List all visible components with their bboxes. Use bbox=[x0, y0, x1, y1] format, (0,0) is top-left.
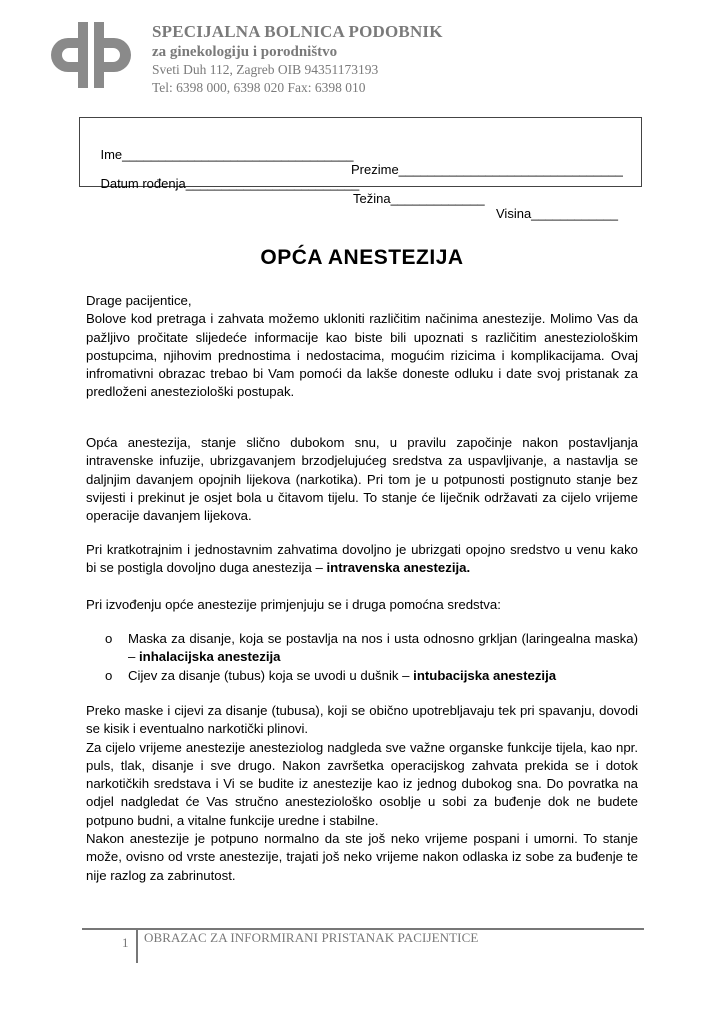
bullet-icon: o bbox=[105, 631, 113, 646]
general-anesthesia-section bbox=[86, 434, 638, 525]
hospital-header bbox=[152, 22, 443, 97]
list-item-text: Cijev za disanje (tubus) koja se uvodi u dušnik – bbox=[128, 667, 414, 683]
intro-paragraph: Bolove kod pretraga i zahvata možemo ukloniti različitim načinima anestezije. Molimo Vas da pažljivo pročitate slijedeće informacije kao biste bili upoznati s različitim anesteziološkim postupcima, njihovim prednostima i nedostacima, mogućim rizicima i komplikacijama. Ovaj infromativni obrazac trebao bi Vam pomoći da lakše doneste odluku i date svoj pristanak za predloženi anesteziološki postupak. bbox=[86, 311, 638, 400]
final-paragraph-after: Nakon anestezije je potpuno normalno da ste još neko vrijeme pospani i umorni. To stanje može, ovisno od vrste anestezije, trajati još neko vrijeme nakon odlaska iz sobe za buđenje te nije razlog za zabrinutost. bbox=[86, 831, 638, 883]
hospital-phone: Tel: 6398 000, 6398 020 Fax: 6398 010 bbox=[152, 80, 366, 95]
final-paragraph-monitoring: Za cijelo vrijeme anestezije anesteziolog nadgleda sve važne organske funkcije tijela, kao npr. puls, tlak, disanje i sve drugo. Nakon završetka operacijskog zahvata prekida se i dotok narkotičkih sredstava i Vi se budite iz anestezije kao iz jednog dubokog sna. Do povratka na odjel nadgledat će Vas stručno anesteziološko osoblje u sobi za buđenje dok ne budete potpuno budni, a vitalne funkcije uredne i stabilne. bbox=[86, 739, 638, 828]
aids-list bbox=[86, 630, 638, 685]
intubation-anesthesia-term: intubacijska anestezija bbox=[413, 667, 557, 683]
inhalation-anesthesia-term: inhalacijska anestezija bbox=[139, 649, 281, 665]
last-name-field[interactable]: Prezime_______________________________ bbox=[351, 162, 623, 177]
final-section bbox=[86, 702, 638, 885]
footer-title: OBRAZAC ZA INFORMIRANI PRISTANAK PACIJENTICE bbox=[144, 930, 479, 945]
document-title: OPĆA ANESTEZIJA bbox=[260, 246, 464, 269]
height-field[interactable]: Visina____________ bbox=[496, 206, 618, 221]
intro-section bbox=[86, 292, 638, 402]
bullet-icon: o bbox=[105, 667, 113, 683]
birth-date-field[interactable]: Datum rođenja________________________ bbox=[100, 176, 360, 191]
list-item-text: Maska za disanje, koja se postavlja na nos i usta odnosno grkljan (laringealna maska) – bbox=[128, 631, 638, 665]
list-item bbox=[86, 630, 638, 667]
final-paragraph-masks: Preko maske i cijevi za disanje (tubusa), koji se obično upotrebljavaju tek pri spavanju, dovodi se kisik i eventualno narkotički plinovi. bbox=[86, 703, 638, 737]
greeting: Drage pacijentice, bbox=[86, 293, 192, 308]
first-name-field[interactable]: Ime________________________________ bbox=[100, 147, 354, 162]
hospital-name: SPECIJALNA BOLNICA PODOBNIK bbox=[152, 22, 443, 41]
weight-field[interactable]: Težina_____________ bbox=[353, 191, 485, 206]
aids-paragraph: Pri izvođenju opće anestezije primjenjuju se i druga pomoćna sredstva: bbox=[86, 597, 501, 612]
short-procedures-text: Pri kratkotrajnim i jednostavnim zahvatima dovoljno je ubrizgati opojno sredstvo u venu kako bi se postigla dovoljno duga anestezija – bbox=[86, 542, 638, 576]
footer-vertical-divider bbox=[136, 929, 138, 963]
aids-section bbox=[86, 596, 638, 614]
hospital-address: Sveti Duh 112, Zagreb OIB 94351173193 bbox=[152, 62, 379, 77]
short-procedures-paragraph bbox=[86, 541, 638, 578]
hospital-subtitle: za ginekologiju i porodništvo bbox=[152, 44, 338, 60]
hospital-logo-icon bbox=[50, 22, 132, 88]
general-anesthesia-paragraph: Opća anestezija, stanje slično dubokom snu, u pravilu započinje nakon postavljanja intravenske infuzije, ubrizgavanjem brzodjelujućeg sredstva za uspavljivanje, a nastavlja se daljnjim davanjem opojnih lijekova (narkotika). Pri tom je u potpunosti postignuto stanje bez svijesti i prekinut je osjet bola u čitavom tijelu. To stanje će liječnik održavati za cijelo vrijeme operacije davanjem lijekova. bbox=[86, 435, 638, 524]
short-procedures-section bbox=[86, 541, 638, 578]
page-number: 1 bbox=[122, 935, 129, 950]
list-item bbox=[86, 667, 638, 685]
patient-info-form bbox=[79, 117, 642, 221]
intravenous-anesthesia-term: intravenska anestezija. bbox=[326, 560, 471, 576]
